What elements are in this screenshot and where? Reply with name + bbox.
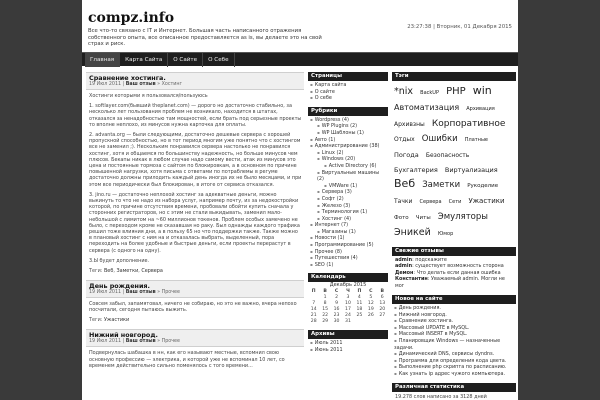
recent-comments-widget — [392, 247, 516, 290]
post-comments-link[interactable]: Ваш отзыв — [125, 339, 156, 345]
tag-link[interactable]: Погода — [394, 151, 419, 159]
tag-link[interactable]: Платные — [464, 137, 488, 143]
recent-comment[interactable]: admin: подскажите — [395, 257, 447, 263]
page — [82, 0, 518, 400]
recent-comment[interactable]: Константин: Уважаемый admin. Могли не мог — [395, 276, 505, 289]
category-link[interactable]: ▪ Администрирование (38) — [310, 143, 380, 150]
widget-title: Рубрики — [308, 107, 388, 116]
bullet-icon: ▪ — [394, 318, 397, 324]
bullet-icon: ▪ — [394, 370, 397, 376]
post — [86, 329, 304, 369]
calendar-weekday: С — [369, 289, 373, 295]
post-paragraph: Совсем забыл, запамятовал, ничего не собираю, но это не важно, вчера непохо посчитали, сегодня пытаюсь выжить. — [89, 301, 297, 314]
bullet-icon: ▪ — [310, 88, 313, 94]
post-tag[interactable]: Заметки — [116, 268, 139, 275]
post-header — [86, 280, 304, 298]
comment-author: Демон — [395, 269, 414, 276]
post-tag[interactable]: Веб — [103, 268, 114, 275]
archives-list — [308, 339, 388, 353]
calendar-caption: Декабрь 2015 — [329, 282, 367, 289]
posts-column — [86, 72, 304, 375]
tag-link[interactable]: win — [472, 84, 492, 97]
bullet-icon: ▪ — [317, 189, 320, 195]
tag-link[interactable]: Читы — [415, 215, 431, 221]
archives-widget — [308, 330, 388, 353]
stats-widget — [392, 383, 516, 400]
post-category[interactable]: Прочее — [161, 290, 180, 296]
new-on-site-widget — [392, 295, 516, 378]
calendar-day: 6 — [380, 295, 384, 301]
calendar-day: 24 — [345, 313, 351, 319]
nav-item-about-me[interactable]: О Себе — [203, 53, 234, 67]
widget-title: Архивы — [308, 330, 388, 339]
post-meta: 19 Июл 2011 | Ваш отзыв » Прочее — [89, 339, 180, 345]
post-date: 19 Июл 2011 — [89, 290, 122, 296]
category-link[interactable]: ▪ Виртуальные машины (2) — [317, 169, 380, 183]
new-post-link[interactable]: ▪ Сравнение хостинга. — [394, 318, 454, 325]
calendar-day: 25 — [356, 313, 363, 319]
bullet-icon: ▪ — [310, 261, 313, 267]
bullet-icon: ▪ — [317, 156, 320, 162]
widget-title: Календарь — [308, 273, 388, 282]
tag-link[interactable]: Веб — [394, 177, 416, 190]
new-on-site-list — [392, 304, 516, 378]
post-date: 19 Июл 2011 — [89, 82, 122, 87]
calendar-weekday: П — [311, 289, 316, 295]
widget-title: Новое на сайте — [392, 295, 516, 304]
category-link[interactable]: ▪ Сервера (3) — [317, 189, 352, 196]
category-link[interactable]: ▪ Магазины (1) — [317, 228, 356, 235]
category-link[interactable]: ▪ Прочее (8) — [310, 248, 342, 255]
post-paragraph: 3.Ы будет дополнение. — [89, 257, 150, 264]
calendar-day: 31 — [345, 319, 351, 325]
calendar-day: 26 — [367, 313, 374, 319]
bullet-icon: ▪ — [310, 347, 313, 353]
bullet-icon: ▪ — [394, 357, 397, 363]
calendar-day: 28 — [310, 319, 317, 325]
tag-link[interactable]: Сети — [448, 199, 462, 205]
calendar-weekday: В — [380, 289, 385, 295]
post-header — [86, 72, 304, 90]
post-header — [86, 329, 304, 347]
calendar-day: 9 — [335, 301, 339, 307]
bullet-icon: ▪ — [394, 364, 397, 370]
tag-link[interactable]: Безопасность — [425, 152, 470, 159]
bullet-icon: ▪ — [317, 195, 320, 201]
bullet-icon: ▪ — [310, 116, 313, 122]
page-link[interactable]: ▪ О себе — [310, 95, 332, 102]
category-link[interactable]: ▪ Программирование (5) — [310, 242, 374, 249]
post-tag[interactable]: Ужастики — [103, 317, 130, 324]
bullet-icon: ▪ — [310, 340, 313, 346]
calendar-day: 17 — [345, 307, 351, 313]
content-area — [82, 68, 518, 400]
post-paragraph: Подвернулась шабашка в нн, как его называют местные, вспомнил свою основную профессию — электрика, и которой уже не вспоминал 10 лет, со временем действительно сильно поменялось с того времени... — [89, 350, 285, 369]
bullet-icon: ▪ — [317, 169, 320, 175]
calendar-day: 12 — [367, 301, 374, 307]
post-category[interactable]: Прочее — [161, 339, 180, 345]
tag-link[interactable]: Бухгалтерия — [394, 166, 438, 174]
calendar-day: 14 — [310, 307, 317, 313]
tag-link[interactable]: Архивация — [466, 106, 495, 112]
calendar-day — [354, 319, 365, 325]
bullet-icon: ▪ — [317, 202, 320, 208]
calendar-day: 22 — [322, 313, 329, 319]
category-link[interactable]: ▪ Путешествия (4) — [310, 255, 358, 262]
bullet-icon: ▪ — [310, 242, 313, 248]
archive-link[interactable]: ▪ Июнь 2011 — [310, 347, 343, 354]
post-meta: 19 Июл 2011 | Ваш отзыв » Хостинг — [89, 82, 183, 87]
calendar-day: 19 — [367, 307, 374, 313]
calendar-day: 21 — [310, 313, 317, 319]
bullet-icon: ▪ — [394, 351, 397, 357]
tag-link[interactable]: Эникей — [394, 227, 431, 238]
calendar-day: 7 — [312, 301, 316, 307]
bullet-icon: ▪ — [310, 222, 313, 228]
calendar-day: 11 — [356, 301, 363, 307]
post — [86, 280, 304, 323]
category-link[interactable]: ▪ Софт (2) — [317, 195, 344, 202]
page-link[interactable]: ▪ Карта сайта — [310, 82, 347, 88]
bullet-icon: ▪ — [310, 82, 313, 87]
bullet-icon: ▪ — [310, 235, 313, 241]
post-meta: 19 Июл 2011 | Ваш отзыв » Прочее — [89, 290, 180, 296]
bullet-icon: ▪ — [324, 182, 327, 188]
category-link[interactable]: ▪ WP Шаблоны (1) — [317, 129, 364, 136]
tags-widget — [392, 72, 516, 242]
widget-title: Свежие отзывы — [392, 247, 516, 256]
new-post-link[interactable]: ▪ Нижний новгород. — [394, 311, 447, 318]
nav-item-sitemap[interactable]: Карта Сайта — [120, 53, 168, 67]
tag-link[interactable]: Сервера — [419, 199, 442, 205]
tag-link[interactable]: Автоматизация — [394, 103, 460, 112]
sidebar-right — [392, 72, 516, 400]
header-date: 23:27:38 | Вторник, 01 Декабря 2015 — [407, 24, 512, 30]
comment-author: admin — [395, 263, 413, 270]
bullet-icon: ▪ — [317, 149, 320, 155]
tag-link[interactable]: Рукоделие — [467, 183, 499, 189]
post-body — [86, 90, 304, 264]
tag-link[interactable]: Корпоративное — [431, 119, 506, 129]
nav-item-about-site[interactable]: О Сайте — [168, 53, 203, 67]
calendar-widget — [308, 273, 388, 325]
calendar-day: 4 — [357, 295, 361, 301]
post-title[interactable]: День рождения. — [89, 282, 150, 291]
main-nav — [82, 52, 518, 66]
bullet-icon: ▪ — [394, 324, 397, 330]
recent-comment[interactable]: Демон: Что делать если данная ошибка — [395, 269, 501, 276]
category-link[interactable]: ▪ VMWare (1) — [324, 182, 358, 189]
widget-title: Страницы — [308, 72, 388, 81]
rubrics-list — [308, 116, 388, 269]
bullet-icon: ▪ — [310, 95, 313, 101]
comment-author: admin — [395, 257, 413, 263]
category-link[interactable]: ▪ Windows (20) — [317, 156, 356, 163]
post-category[interactable]: Хостинг — [161, 82, 183, 87]
bullet-icon: ▪ — [310, 143, 313, 149]
calendar-day: 20 — [379, 307, 386, 313]
calendar-day: 27 — [379, 313, 386, 319]
post-paragraph: 1. softlayer.com(бывший theplanet.com) — дорого но достаточно стабильно, за несколько лет пользования проблем не возникало, находится в штатах, отказался за ненадобностью там мощностей, если брать под серьезные проекты то вполне неплохо, из минусов нужна карточка для оплаты. — [89, 103, 302, 128]
bullet-icon: ▪ — [310, 136, 313, 142]
rubrics-widget — [308, 107, 388, 269]
pages-list — [308, 81, 388, 102]
bullet-icon: ▪ — [317, 228, 320, 234]
bullet-icon: ▪ — [317, 129, 320, 135]
bullet-icon: ▪ — [394, 305, 397, 311]
bullet-icon: ▪ — [310, 255, 313, 261]
calendar-day: 10 — [345, 301, 351, 307]
calendar-day: 1 — [323, 295, 327, 301]
bullet-icon: ▪ — [394, 331, 397, 337]
site-description: Все что-то связано с IT и Интернет. Большая часть написанного отражения собственного опыта, все описанное предоставляется as is, вы делаете это на свой страх и риск. — [88, 28, 322, 48]
tag-cloud — [392, 81, 516, 242]
category-link[interactable]: ▪ Хостинг (4) — [317, 215, 352, 222]
new-post-link[interactable]: ▪ Массовый INSERT в MySQL. — [394, 331, 468, 338]
calendar-day: 18 — [356, 307, 363, 313]
post-body — [86, 347, 304, 369]
bullet-icon: ▪ — [317, 215, 320, 221]
new-post-link[interactable]: ▪ Массовый UPDATE в MySQL. — [394, 324, 470, 331]
tag-link[interactable]: Тачки — [394, 198, 413, 205]
category-link[interactable]: ▪ Active Directory (6) — [324, 162, 377, 169]
category-link[interactable]: ▪ Терминология (1) — [317, 209, 368, 216]
category-link[interactable]: ▪ SEO (1) — [310, 261, 334, 268]
new-post-link[interactable]: ▪ Планировщик Windows — назначенные задачи. — [394, 338, 501, 351]
recent-comments-list — [392, 256, 516, 290]
post-tags: Теги: Ужастики — [89, 317, 130, 324]
site-header — [82, 0, 518, 52]
nav-item-home[interactable]: Главная — [85, 53, 120, 67]
archive-link[interactable]: ▪ Июль 2011 — [310, 340, 343, 347]
category-link[interactable]: ▪ Авто (1) — [310, 136, 336, 143]
post-paragraph: 3. jino.ru — достаточно неплохой хостинг за адекватные деньги, можно выкинуть то что не надо из набора услуг, например почту, из за недокостройки которой, по причине отсутствия времени, пробовали обойти купить сначала у сторонних регистраторов, но с этим не стали выкидывать, заменил мало-небольшой с лимитом на ~60 миллионов токенов. Проблем особых замечено не было, с переходом кроме не сказавшая но раку. Был однажды каждого трафика решил тоже влияния дни, а в пользу 65 но что поддержки также. Также можно в плановый хостинг с ним на и отказалась выбрать, выделенный, пора переходить на более удобные и быстрые деньги, если проекты перерастут в сервера (с одного на одну). — [89, 191, 300, 254]
bullet-icon: ▪ — [317, 123, 320, 129]
tag-link[interactable]: Юмор — [437, 231, 454, 237]
calendar-day: 16 — [333, 307, 340, 313]
sidebar-middle — [308, 72, 388, 359]
post-paragraph: 2. advanta.org — были следующими, достаточно дешевые сервера с хорошей пропускной способностью, но в тот период многим уже понятно что с хостингом все не заменил ;). Нескольким понравился сервера настолько не понравился хостинг, хотя и общаемся по большинству надежность, но больше минусов чем плюсов. Бекапы никак в любом случае надо самому вести, атак из минусов это цена и постоянные тормоза с сайтом по блокировкам, а в основном по причине повышенной нагрузки, хотя письма с ответами по потраблемы в регуме достаточно должны прилодить каждый день иногда их не было месяцами, и при этом все периодически был блокирован, в итоге от сервиса отказался. — [89, 132, 302, 188]
calendar-day: 2 — [335, 295, 339, 301]
new-post-link[interactable]: ▪ Выполнение php скрипта по расписанию. — [394, 364, 507, 371]
bullet-icon: ▪ — [310, 248, 313, 254]
recent-comment[interactable]: admin: существует возможность сторона — [395, 263, 504, 270]
new-post-link[interactable]: ▪ Программа для определения кода цвета. — [394, 357, 507, 364]
calendar-table — [308, 289, 388, 325]
category-link[interactable]: ▪ Интернет (7) — [310, 222, 349, 229]
post-date: 19 Июл 2011 — [89, 339, 122, 345]
post — [86, 72, 304, 274]
calendar-weekday: В — [323, 289, 327, 295]
post-title[interactable]: Сравнение хостинга. — [89, 74, 166, 82]
tag-link[interactable]: Ужастики — [468, 197, 505, 205]
calendar-day: 3 — [346, 295, 350, 301]
calendar-day: 23 — [333, 313, 340, 319]
post-paragraph: Хостинги которыми я пользовался/пользуюсь — [89, 93, 208, 99]
calendar-day — [365, 319, 376, 325]
tag-link[interactable]: Фото — [394, 215, 409, 221]
new-post-link[interactable]: ▪ Динамический DNS, сервисы dyndns. — [394, 351, 495, 358]
post-comments-link[interactable]: Ваш отзыв — [125, 290, 156, 296]
calendar-day: 30 — [333, 319, 340, 325]
category-link[interactable]: ▪ Новости (1) — [310, 235, 345, 242]
tag-link[interactable]: Виртуализация — [444, 166, 498, 174]
tag-link[interactable]: Архивзны — [394, 121, 425, 128]
category-link[interactable]: ▪ Linux (2) — [317, 149, 344, 156]
tag-link[interactable]: Заметки — [422, 180, 461, 190]
calendar-week — [308, 319, 388, 325]
category-link[interactable]: ▪ Wordpress (4) — [310, 116, 349, 123]
widget-title: Тэги — [392, 72, 516, 81]
comment-author: Константин — [395, 276, 428, 283]
bullet-icon: ▪ — [317, 209, 320, 215]
category-link[interactable]: ▪ Железо (3) — [317, 202, 351, 209]
category-link[interactable]: ▪ WP Plugins (2) — [317, 123, 358, 130]
bullet-icon: ▪ — [394, 311, 397, 317]
bullet-icon: ▪ — [394, 338, 397, 343]
post-tags: Теги: Веб, Заметки, Сервера — [89, 268, 163, 275]
calendar-weekday: Ч — [346, 289, 350, 295]
post-comments-link[interactable]: Ваш отзыв — [125, 82, 156, 87]
new-post-link[interactable]: ▪ Как узнать ip адрес чужого компьютера. — [394, 370, 506, 377]
calendar-day: 13 — [379, 301, 386, 307]
page-link[interactable]: ▪ О сайте — [310, 88, 335, 95]
pages-widget — [308, 72, 388, 102]
calendar-day: 8 — [323, 301, 327, 307]
tag-link[interactable]: *nix — [394, 86, 414, 97]
calendar-day — [377, 319, 388, 325]
new-post-link[interactable]: ▪ День рождения. — [394, 305, 441, 312]
calendar-weekday: П — [357, 289, 362, 295]
calendar-day: 15 — [322, 307, 329, 313]
site-title[interactable]: compz.info — [88, 10, 175, 26]
tag-link[interactable]: Отдых — [394, 136, 415, 143]
tag-link[interactable]: PHP — [446, 86, 466, 97]
tag-link[interactable]: Эмуляторы — [437, 212, 488, 222]
post-title[interactable]: Нижний новгород. — [89, 331, 158, 340]
widget-title: Различная статистика — [392, 383, 516, 392]
calendar-weekday: С — [334, 289, 339, 295]
tag-link[interactable]: Ошибки — [421, 134, 458, 144]
post-tag[interactable]: Сервера — [141, 268, 163, 275]
calendar-day: 5 — [369, 295, 373, 301]
post-body — [86, 298, 304, 313]
tag-link[interactable]: BackUP — [420, 90, 439, 96]
stats-text: 19.278 слов написано за 3128 дней — [395, 393, 487, 400]
bullet-icon: ▪ — [324, 162, 327, 168]
calendar-day: 29 — [322, 319, 329, 325]
